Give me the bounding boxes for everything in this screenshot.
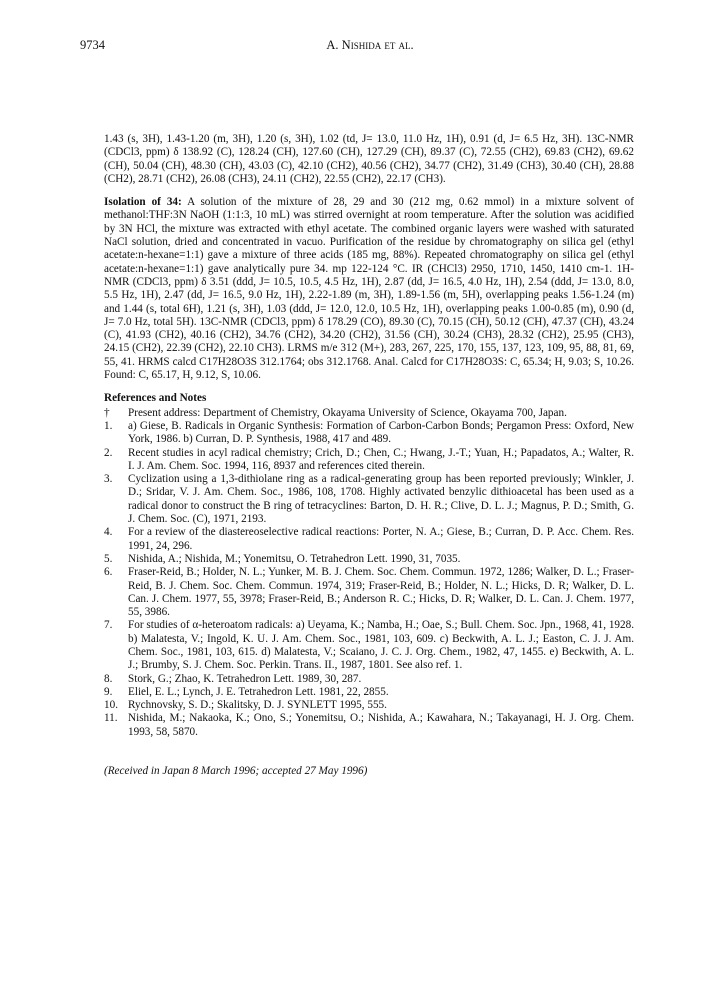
reference-item xyxy=(104,566,634,619)
article-body xyxy=(104,133,634,778)
references-list xyxy=(104,407,634,739)
reference-text: Nishida, M.; Nakaoka, K.; Ono, S.; Yonemitsu, O.; Nishida, A.; Kawahara, N.; Takayanagi, H. J. Org. Chem. 1993, 58, 5870. xyxy=(128,712,634,738)
reference-text: Stork, G.; Zhao, K. Tetrahedron Lett. 1989, 30, 287. xyxy=(128,672,362,685)
reference-text: a) Giese, B. Radicals in Organic Synthesis: Formation of Carbon-Carbon Bonds; Pergamon Press: Oxford, New York, 1986. b) Curran, D. P. Synthesis, 1988, 417 and 489. xyxy=(128,419,634,446)
spectral-data-paragraph: 1.43 (s, 3H), 1.43-1.20 (m, 3H), 1.20 (s, 3H), 1.02 (td, J= 13.0, 11.0 Hz, 1H), 0.91 (d, J= 6.5 Hz, 3H). 13C-NMR (CDCl3, ppm) δ 138.92 (C), 128.24 (CH), 127.60 (CH), 127.29 (CH), 89.37 (C), 72.55 (CH2), 69.83 (CH2), 69.62 (CH), 50.04 (CH), 48.30 (CH), 43.03 (C), 42.10 (CH2), 40.56 (CH2), 34.77 (CH2), 31.49 (CH3), 30.40 (CH), 28.88 (CH2), 28.71 (CH2), 26.08 (CH3), 24.11 (CH2), 22.55 (CH2), 22.17 (CH3). xyxy=(104,133,634,185)
references-title: References and Notes xyxy=(104,392,207,405)
received-note: (Received in Japan 8 March 1996; accepted 27 May 1996) xyxy=(104,765,368,778)
reference-item xyxy=(104,686,634,699)
reference-item xyxy=(104,420,634,447)
page-number: 9734 xyxy=(80,38,105,52)
isolation-heading: Isolation of 34: xyxy=(104,196,182,209)
reference-number: 2. xyxy=(104,446,113,459)
reference-text: Fraser-Reid, B.; Holder, N. L.; Yunker, M. B. J. Chem. Soc. Chem. Commun. 1972, 1286; Walker, D. L.; Fraser-Reid, B. J. Chem. Soc. Chem. Commun. 1974, 319; Fraser-Reid, B.; Holder, N. L.; Hicks, D. R; Walker, D. L. Can. J. Chem. 1977, 55, 3978; Fraser-Reid, B.; Anderson R. C.; Hicks, D. R; Walker, D. L. Can. J. Chem. 1977, 55, 3986. xyxy=(128,566,634,619)
reference-text: For studies of α-heteroatom radicals: a) Ueyama, K.; Namba, H.; Oae, S.; Bull. Chem. Soc. Jpn., 1968, 41, 1928. b) Malatesta, V.; Ingold, K. U. J. Am. Chem. Soc., 1981, 103, 609. c) Beckwith, A. L. J.; Easton, C. J. J. Am. Chem. Soc., 1981, 103, 615. d) Malatesta, V.; Scaiano, J. C. J. Org. Chem., 1982, 47, 1455. e) Beckwith, A. L. J.; Brumby, S. J. Chem. Soc. Perkin. Trans. II., 1987, 1801. See also ref. 1. xyxy=(128,619,634,672)
reference-item xyxy=(104,473,634,526)
reference-number: 1. xyxy=(104,419,113,432)
reference-item xyxy=(104,553,634,566)
page-header xyxy=(80,38,660,58)
reference-item xyxy=(104,699,634,712)
reference-item xyxy=(104,712,634,739)
reference-text: Eliel, E. L.; Lynch, J. E. Tetrahedron Lett. 1981, 22, 2855. xyxy=(128,685,389,698)
reference-number: 10. xyxy=(104,699,118,712)
reference-item xyxy=(104,526,634,553)
reference-text: Nishida, A.; Nishida, M.; Yonemitsu, O. Tetrahedron Lett. 1990, 31, 7035. xyxy=(128,552,461,565)
isolation-body: A solution of the mixture of 28, 29 and 30 (212 mg, 0.62 mmol) in a mixture solvent of methanol:THF:3N NaOH (1:1:3, 10 mL) was stirred overnight at room temperature. After the solution was acidified by 3N HCl, the mixture was extracted with ethyl acetate. The combined organic layers were washed with saturated NaCl solution, dried and concentrated in vacuo. Purification of the residue by chromatography on silica gel (ethyl acetate:n-hexane=1:1) gave a mixture of three acids (185 mg, 88%). Repeated chromatography on silica gel (ethyl acetate:n-hexane=1:1) gave analytically pure 34. mp 122-124 °C. IR (CHCl3) 2950, 1710, 1450, 1410 cm-1. 1H-NMR (CDCl3, ppm) δ 3.51 (ddd, J= 10.5, 10.5, 4.5 Hz, 1H), 2.87 (dd, J= 16.5, 4.0 Hz, 1H), 2.54 (ddd, J= 13.0, 8.0, 5.5 Hz, 1H), 2.47 (dd, J= 16.5, 9.0 Hz, 1H), 2.22-1.89 (m, 3H), 1.89-1.56 (m, 5H), overlapping peaks 1.56-1.24 (m) and 1.44 (s, total 6H), 1.21 (s, 3H), 1.03 (ddd, J= 12.0, 12.0, 10.5 Hz, 1H), overlapping peaks 1.00-0.85 (m), 0.90 (d, J= 7.0 Hz, total 5H). 13C-NMR (CDCl3, ppm) δ 178.29 (CO), 89.30 (C), 70.15 (CH), 50.12 (CH), 47.37 (CH), 43.24 (C), 41.93 (CH2), 40.16 (CH2), 34.76 (CH2), 34.20 (CH2), 31.56 (CH), 30.24 (CH3), 28.32 (CH2), 25.95 (CH3), 24.15 (CH2), 22.39 (CH2), 22.10 CH3). LRMS m/e 312 (M+), 283, 267, 225, 170, 155, 137, 123, 109, 95, 88, 81, 69, 55, 41. HRMS calcd C17H28O3S 312.1764; obs 312.1768. Anal. Calcd for C17H28O3S: C, 65.34; H, 9.03; S, 10.26. Found: C, 65.17, H, 9.12, S, 10.06. xyxy=(104,196,634,382)
reference-text: Cyclization using a 1,3-dithiolane ring as a radical-generating group has been reported previously; Winkler, J. D.; Sridar, V. J. Am. Chem. Soc., 1986, 108, 1708. Highly activated benzylic dithioacetal has been used as a radical donor to construct the B ring of tetracyclines: Barton, D. H. R.; Clive, D. L. J.; Magnus, P. D.; Smith, G. J. Chem. Soc. (C), 1971, 2193. xyxy=(128,473,634,526)
reference-item xyxy=(104,619,634,672)
reference-item xyxy=(104,673,634,686)
reference-item xyxy=(104,407,634,420)
reference-text: Recent studies in acyl radical chemistry; Crich, D.; Chen, C.; Hwang, J.-T.; Yuan, H.; Papadatos, A.; Walter, R. I. J. Am. Chem. Soc. 1994, 116, 8937 and references cited therein. xyxy=(128,446,634,472)
reference-number: † xyxy=(104,406,110,419)
reference-number: 7. xyxy=(104,619,113,632)
reference-text: For a review of the diastereoselective radical reactions: Porter, N. A.; Giese, B.; Curran, D. P. Acc. Chem. Res. 1991, 24, 296. xyxy=(128,526,634,552)
running-head: A. Nishida et al. xyxy=(326,38,414,52)
reference-number: 5. xyxy=(104,552,113,565)
reference-item xyxy=(104,447,634,474)
reference-number: 8. xyxy=(104,672,113,685)
isolation-paragraph xyxy=(104,196,634,382)
reference-number: 11. xyxy=(104,712,118,725)
reference-number: 3. xyxy=(104,473,113,486)
reference-number: 9. xyxy=(104,685,113,698)
reference-number: 4. xyxy=(104,526,113,539)
reference-number: 6. xyxy=(104,566,113,579)
reference-text: Present address: Department of Chemistry, Okayama University of Science, Okayama 700, Japan. xyxy=(128,406,567,419)
reference-text: Rychnovsky, S. D.; Skalitsky, D. J. SYNLETT 1995, 555. xyxy=(128,699,387,712)
